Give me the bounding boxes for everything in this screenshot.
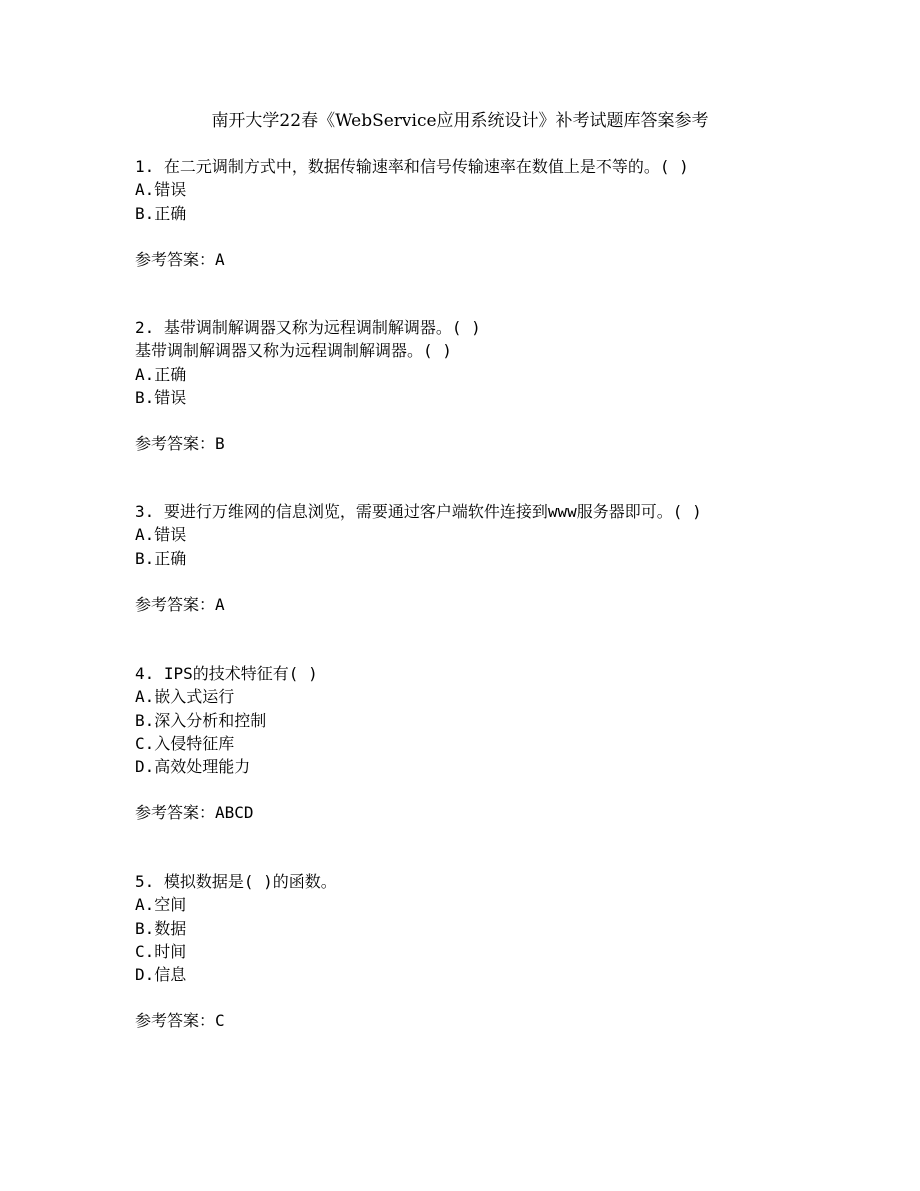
option-b: B.数据 [135,918,187,938]
question-1 [135,155,835,271]
answer-text: 参考答案：ABCD [135,803,254,823]
question-stem: 1. 在二元调制方式中，数据传输速率和信号传输速率在数值上是不等的。( ) [135,157,689,176]
document-title: 南开大学22春《WebService应用系统设计》补考试题库答案参考 [211,111,709,131]
option-a: A.错误 [135,525,187,545]
answer-text: 参考答案：B [135,434,225,454]
question-stem: 5. 模拟数据是( )的函数。 [135,872,337,891]
option-a: A.空间 [135,895,187,915]
question-stem: 2. 基带调制解调器又称为远程调制解调器。( ) [135,318,481,337]
option-d: D.信息 [135,965,187,985]
answer-text: 参考答案：A [135,594,225,614]
answer-text: 参考答案：A [135,249,225,269]
question-3 [135,500,835,616]
option-a: A.错误 [135,180,187,200]
question-stem: 3. 要进行万维网的信息浏览，需要通过客户端软件连接到www服务器即可。( ) [135,502,702,521]
option-b: B.错误 [135,387,187,407]
question-5 [135,870,835,1033]
option-a: A.嵌入式运行 [135,687,235,707]
answer-text: 参考答案：C [135,1011,225,1031]
option-b: B.正确 [135,203,187,223]
question-4 [135,662,835,825]
option-b: B.正确 [135,548,187,568]
option-c: C.入侵特征库 [135,733,235,753]
question-stem-repeat: 基带调制解调器又称为远程调制解调器。( ) [135,341,452,361]
option-d: D.高效处理能力 [135,757,251,777]
option-c: C.时间 [135,941,187,961]
option-a: A.正确 [135,364,187,384]
question-stem: 4. IPS的技术特征有( ) [135,664,318,683]
question-2 [135,316,835,455]
option-b: B.深入分析和控制 [135,710,267,730]
